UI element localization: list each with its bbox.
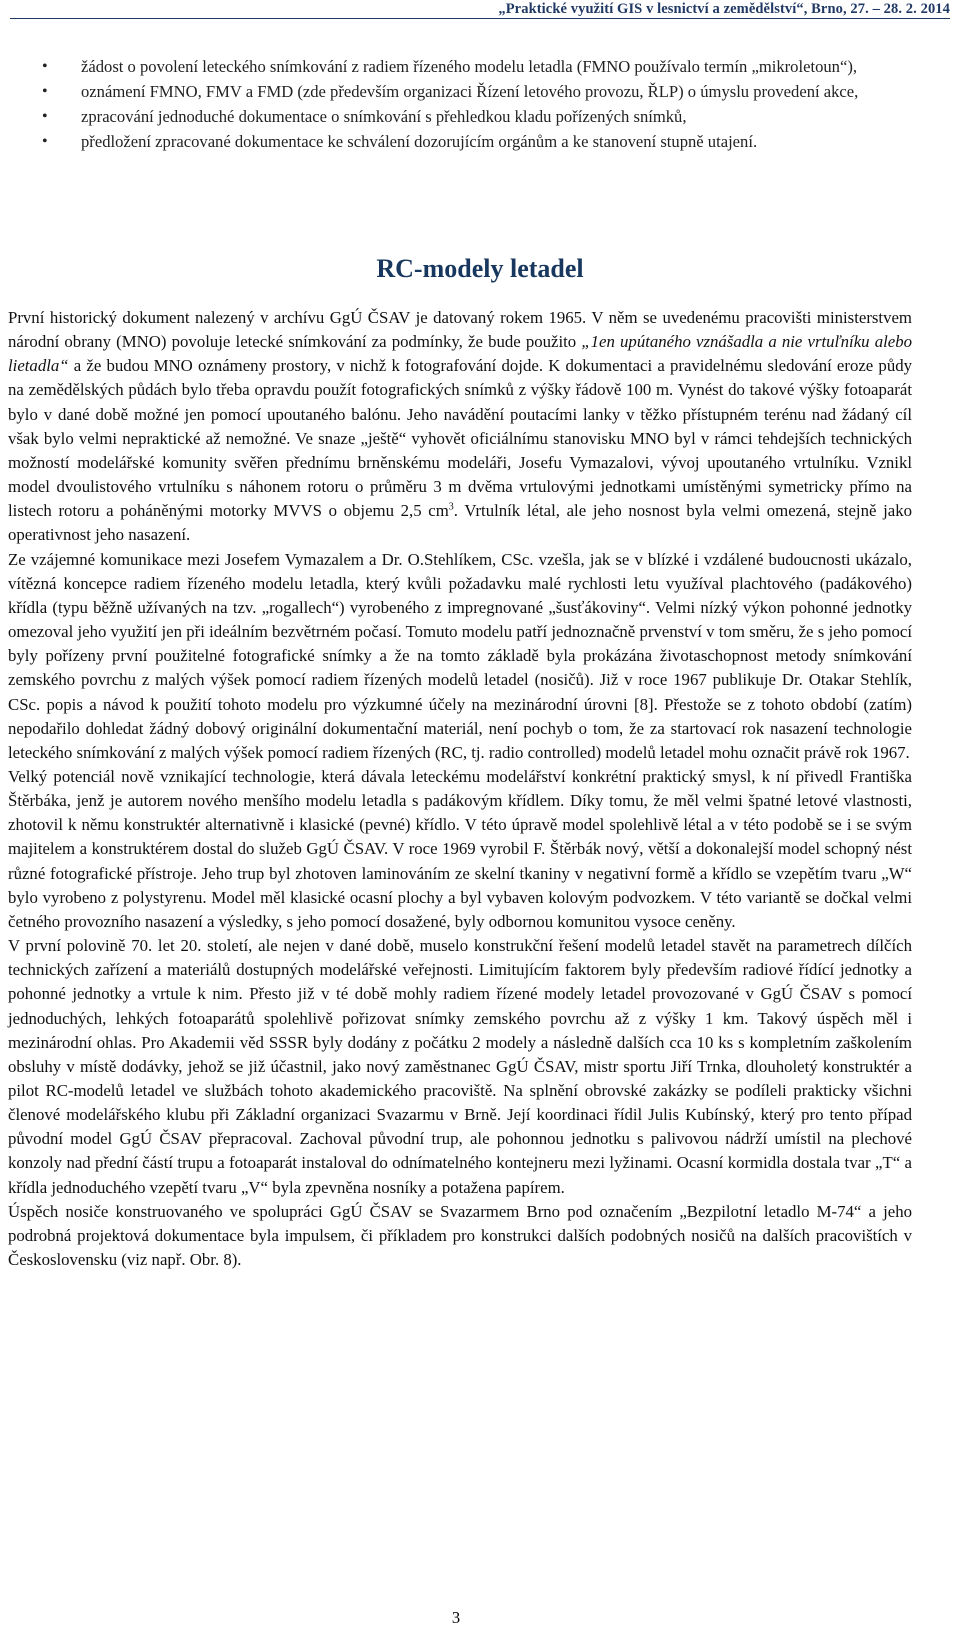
paragraph-1-text-a: První historický dokument nalezený v archívu GgÚ ČSAV je datovaný rokem 1965. V něm se uvedenému pracovišti ministerstvem národní obrany (MNO) povoluje letecké snímkování za podmínky, že bude použito [8,308,912,352]
bullet-dot-icon: • [42,83,48,100]
bullet-item [42,55,912,79]
paragraph-4: V první polovině 70. let 20. století, ale nejen v dané době, muselo konstrukční řešení modelů letadel stavět na parametrech dílčích technických zařízení a materiálů dostupných modelářské veřejnosti. Limitujícím faktorem byly především radiové řídící jednotky a pohonné jednotky a vrtule k nim. Přesto již v té době mohly radiem řízené modely letadel provozované v GgÚ ČSAV s pomocí jednoduchých, lehkých fotoaparátů spolehlivě pořizovat snímky zemského povrchu až z výšky 1 km. Takový úspěch měl i mezinárodní ohlas. Pro Akademii věd SSSR byly dodány z počátku 2 modely a následně dalších cca 10 ks s kompletním zaškolením obsluhy v místě dodávky, jehož se již účastnil, jako nový zaměstnanec GgÚ ČSAV, mistr sportu Jiří Trnka, dlouholetý konstruktér a pilot RC-modelů letadel ve službách tohoto akademického pracoviště. Na splnění obrovské zakázky se podíleli prakticky všichni členové modelářského klubu při Základní organizaci Svazarmu v Brně. Její koordinaci řídil Julis Kubínský, který pro tento případ původní model GgÚ ČSAV přepracoval. Zachoval původní trup, ale pohonnou jednotku s palivovou nádrží umístil na plechové konzoly nad přední částí trupu a fotoaparát instaloval do odnímatelného kontejneru mezi lyžinami. Ocasní kormidla dostala tvar „T“ a křídla jednoduchého vzepětí tvaru „V“ byla zpevněna nosníky a potažena papírem. [8,936,912,1197]
bullet-list [42,55,912,155]
paragraph-5: Úspěch nosiče konstruovaného ve spolupráci GgÚ ČSAV se Svazarmem Brno pod označením „Bezpilotní letadlo M-74“ a jeho podrobná projektová dokumentace byla impulsem, či příkladem pro konstrukci dalších podobných nosičů na dalších pracovištích v Československu (viz např. Obr. 8). [8,1201,912,1270]
bullet-dot-icon: • [42,58,48,75]
bullet-text: oznámení FMNO, FMV a FMD (zde především organizaci Řízení letového provozu, ŘLP) o úmyslu provedení akce, [81,82,859,101]
bullet-dot-icon: • [42,133,48,150]
body-text [8,306,912,1272]
bullet-text: předložení zpracované dokumentace ke schválení dozorujícím orgánům a ke stanovení stupně utajení. [81,132,758,151]
paragraph-1-text-b: a že budou MNO oznámeny prostory, v nichž k fotografování dojde. K dokumentaci a pravidelnému sledování eroze půdy na zemědělských půdách bylo třeba opravdu použít fotografických snímků z výšky řádově 100 m. Vynést do takové výšky fotoaparát bylo v dané době možné jen pomocí upoutaného balónu. Jeho navádění poutacími lanky v těžko přístupném terénu nad žádaný cíl však bylo velmi nepraktické až nemožné. Ve snaze „ještě“ vyhovět oficiálnímu stanovisku MNO byl v rámci tehdejších technických možností modelářské komunity svěřen přednímu brněnskému modeláři, Josefu Vymazalovi, vývoj upoutaného vrtulníku. Vznikl model dvoulistového vrtulníku s náhonem rotoru o průměru 3 m dvěma vrtulovými jednotkami umístěnými symetricky přímo na listech rotoru a poháněnými motorky MVVS o objemu 2,5 cm [8,356,912,521]
bullet-dot-icon: • [42,108,48,125]
paragraph-1-quote: „1en upútaného vznášadla a nie vrtuľníku alebo lietadla“ [8,332,912,376]
section-heading: RC-modely letadel [376,254,584,283]
bullet-item [42,130,912,154]
paragraph-1 [8,306,912,548]
running-header: „Praktické využití GIS v lesnictví a zemědělství“, Brno, 27. – 28. 2. 2014 [498,1,950,17]
page-number: 3 [451,1608,461,1627]
paragraph-3: Velký potenciál nově vznikající technologie, která dávala leteckému modelářství konkrétní praktický smysl, k ní přivedl Františka Štěrbáka, jenž je autorem nového menšího modelu letadla s padákovým křídlem. Díky tomu, že měl velmi špatné letové vlastnosti, zhotovil k němu konstruktér alternativně i klasické (pevné) křídlo. V této úpravě model spolehlivě létal a v této podobě se i se svým majitelem a konstruktérem dostal do služeb GgÚ ČSAV. V roce 1969 vyrobil F. Štěrbák nový, větší a dokonalejší model schopný nést různé fotografické přístroje. Jeho trup byl zhotoven laminováním ze skelní tkaniny v negativní formě a křídlo se vzepětím tvaru „W“ bylo vyrobeno z polystyrenu. Model měl klasické ocasní plochy a byl vybaven kolovým podvozkem. V této variantě se dočkal velmi četného provozního nasazení a výsledky, s jeho pomocí dosažené, byly odbornou komunitou vysoce ceněny. [8,766,912,931]
bullet-text: zpracování jednoduché dokumentace o snímkování s přehledkou kladu pořízených snímků, [81,107,687,126]
header-rule [10,18,950,19]
bullet-item [42,105,912,129]
superscript-exponent: 3 [448,501,454,513]
paragraph-1-text-c: . Vrtulník létal, ale jeho nosnost byla velmi omezená, stejně jako operativnost jeho nasazení. [8,501,912,545]
bullet-item [42,80,912,104]
bullet-text: žádost o povolení leteckého snímkování z radiem řízeného modelu letadla (FMNO používalo termín „mikroletoun“), [81,57,857,76]
paragraph-2: Ze vzájemné komunikace mezi Josefem Vymazalem a Dr. O.Stehlíkem, CSc. vzešla, jak se v blízké i vzdálené budoucnosti ukázalo, vítězná koncepce radiem řízeného modelu letadla, který kvůli požadavku malé rychlosti letu využíval plachtového (padákového) křídla (typu běžně užívaných na tzv. „rogallech“) vyrobeného z impregnované „šusťákoviny“. Velmi nízký výkon pohonné jednotky omezoval jeho využití jen při ideálním bezvětrném počasí. Tomuto modelu patří jednoznačně prvenství v tom směru, že s jeho pomocí byly pořízeny první použitelné fotografické snímky a že na tomto základě byla prokázána životaschopnost metody snímkování zemského povrchu z malých výšek pomocí radiem řízených modelů letadel (nosičů). Již v roce 1967 publikuje Dr. Otakar Stehlík, CSc. popis a návod k použití tohoto modelu pro výzkumné účely na mezinárodní úrovni [8]. Přestože se z tohoto období (zatím) nepodařilo dohledat žádný dobový originální dokumentační materiál, není pochyb o tom, že za startovací rok nasazení technologie leteckého snímkování z malých výšek pomocí radiem řízených (RC, tj. radio controlled) modelů letadel mohu označit právě rok 1967. [8,549,912,762]
